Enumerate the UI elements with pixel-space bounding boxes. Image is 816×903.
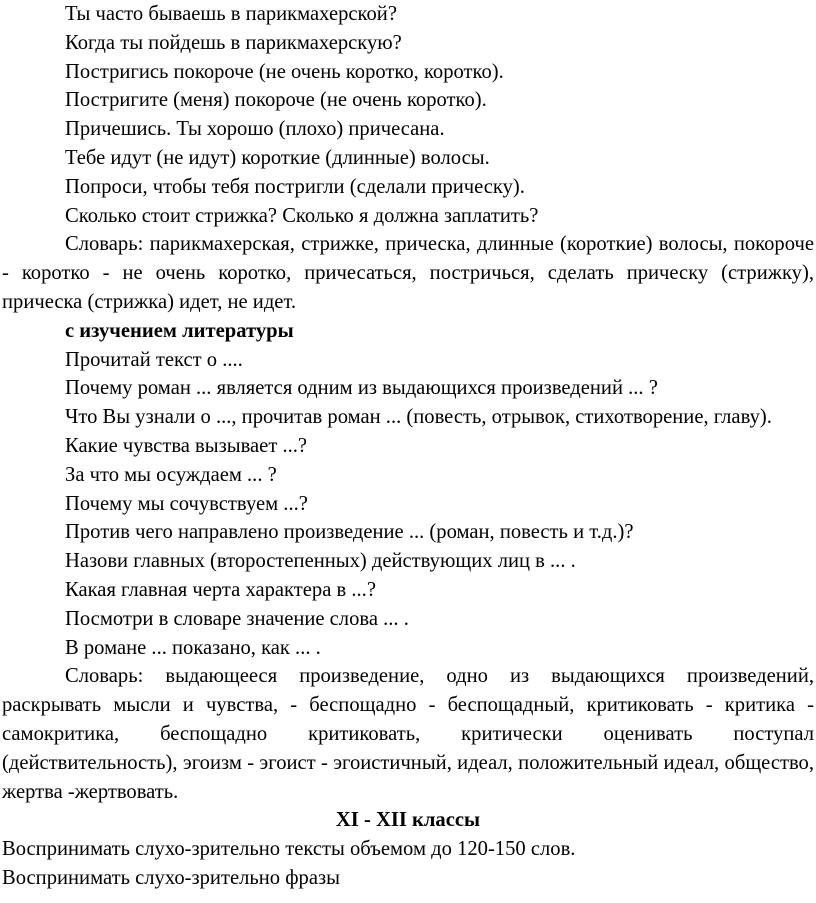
text-line: Прочитай текст о .... <box>65 348 243 371</box>
document-page <box>2 0 814 893</box>
text-line: За что мы осуждаем ... ? <box>65 463 277 486</box>
text-line: Когда ты пойдешь в парикмахерскую? <box>65 31 402 54</box>
vocabulary-paragraph: Словарь: выдающееся произведение, одно из выдающихся произведений, раскрывать мысли и чувства, - беспощадно - беспощадный, критиковать - критика - самокритика, беспощадно критиковать, критически оценивать поступал (действительность), эгоизм - эгоист - эгоистичный, идеал, положительный идеал, общество, жертва -жертвовать. <box>2 665 814 803</box>
text-line: Воспринимать слухо-зрительно фразы <box>2 866 340 889</box>
text-line: Какие чувства вызывает ...? <box>65 434 308 457</box>
text-line: Постригись покороче (не очень коротко, коротко). <box>65 60 504 83</box>
section-heading: с изучением литературы <box>65 319 294 342</box>
text-line: Причешись. Ты хорошо (плохо) причесана. <box>65 118 445 141</box>
text-paragraph: Что Вы узнали о ..., прочитав роман ... (повесть, отрывок, стихотворение, главу). <box>65 406 772 429</box>
text-line: В романе ... показано, как ... . <box>65 636 321 659</box>
text-line: Попроси, чтобы тебя постригли (сделали прическу). <box>65 175 525 198</box>
text-line: Тебе идут (не идут) короткие (длинные) волосы. <box>65 146 490 169</box>
vocabulary-paragraph: Словарь: парикмахерская, стрижке, прическа, длинные (короткие) волосы, покороче - коротко - не очень коротко, причесаться, постричься, сделать прическу (стрижку), прическа (стрижка) идет, не идет. <box>2 233 814 313</box>
text-line: Почему мы сочувствуем ...? <box>65 492 308 515</box>
text-line: Сколько стоит стрижка? Сколько я должна заплатить? <box>65 204 539 227</box>
text-line: Почему роман ... является одним из выдающихся произведений ... ? <box>65 377 658 400</box>
text-line: Какая главная черта характера в ...? <box>65 578 376 601</box>
text-line: Против чего направлено произведение ... (роман, повесть и т.д.)? <box>65 521 634 544</box>
text-line: Воспринимать слухо-зрительно тексты объемом до 120-150 слов. <box>2 838 576 861</box>
text-line: Постригите (меня) покороче (не очень коротко). <box>65 89 487 112</box>
grade-heading: XI - XII классы <box>335 809 481 832</box>
text-line: Посмотри в словаре значение слова ... . <box>65 607 409 630</box>
text-line: Назови главных (второстепенных) действующих лиц в ... . <box>65 550 576 573</box>
text-line: Ты часто бываешь в парикмахерской? <box>65 3 397 25</box>
